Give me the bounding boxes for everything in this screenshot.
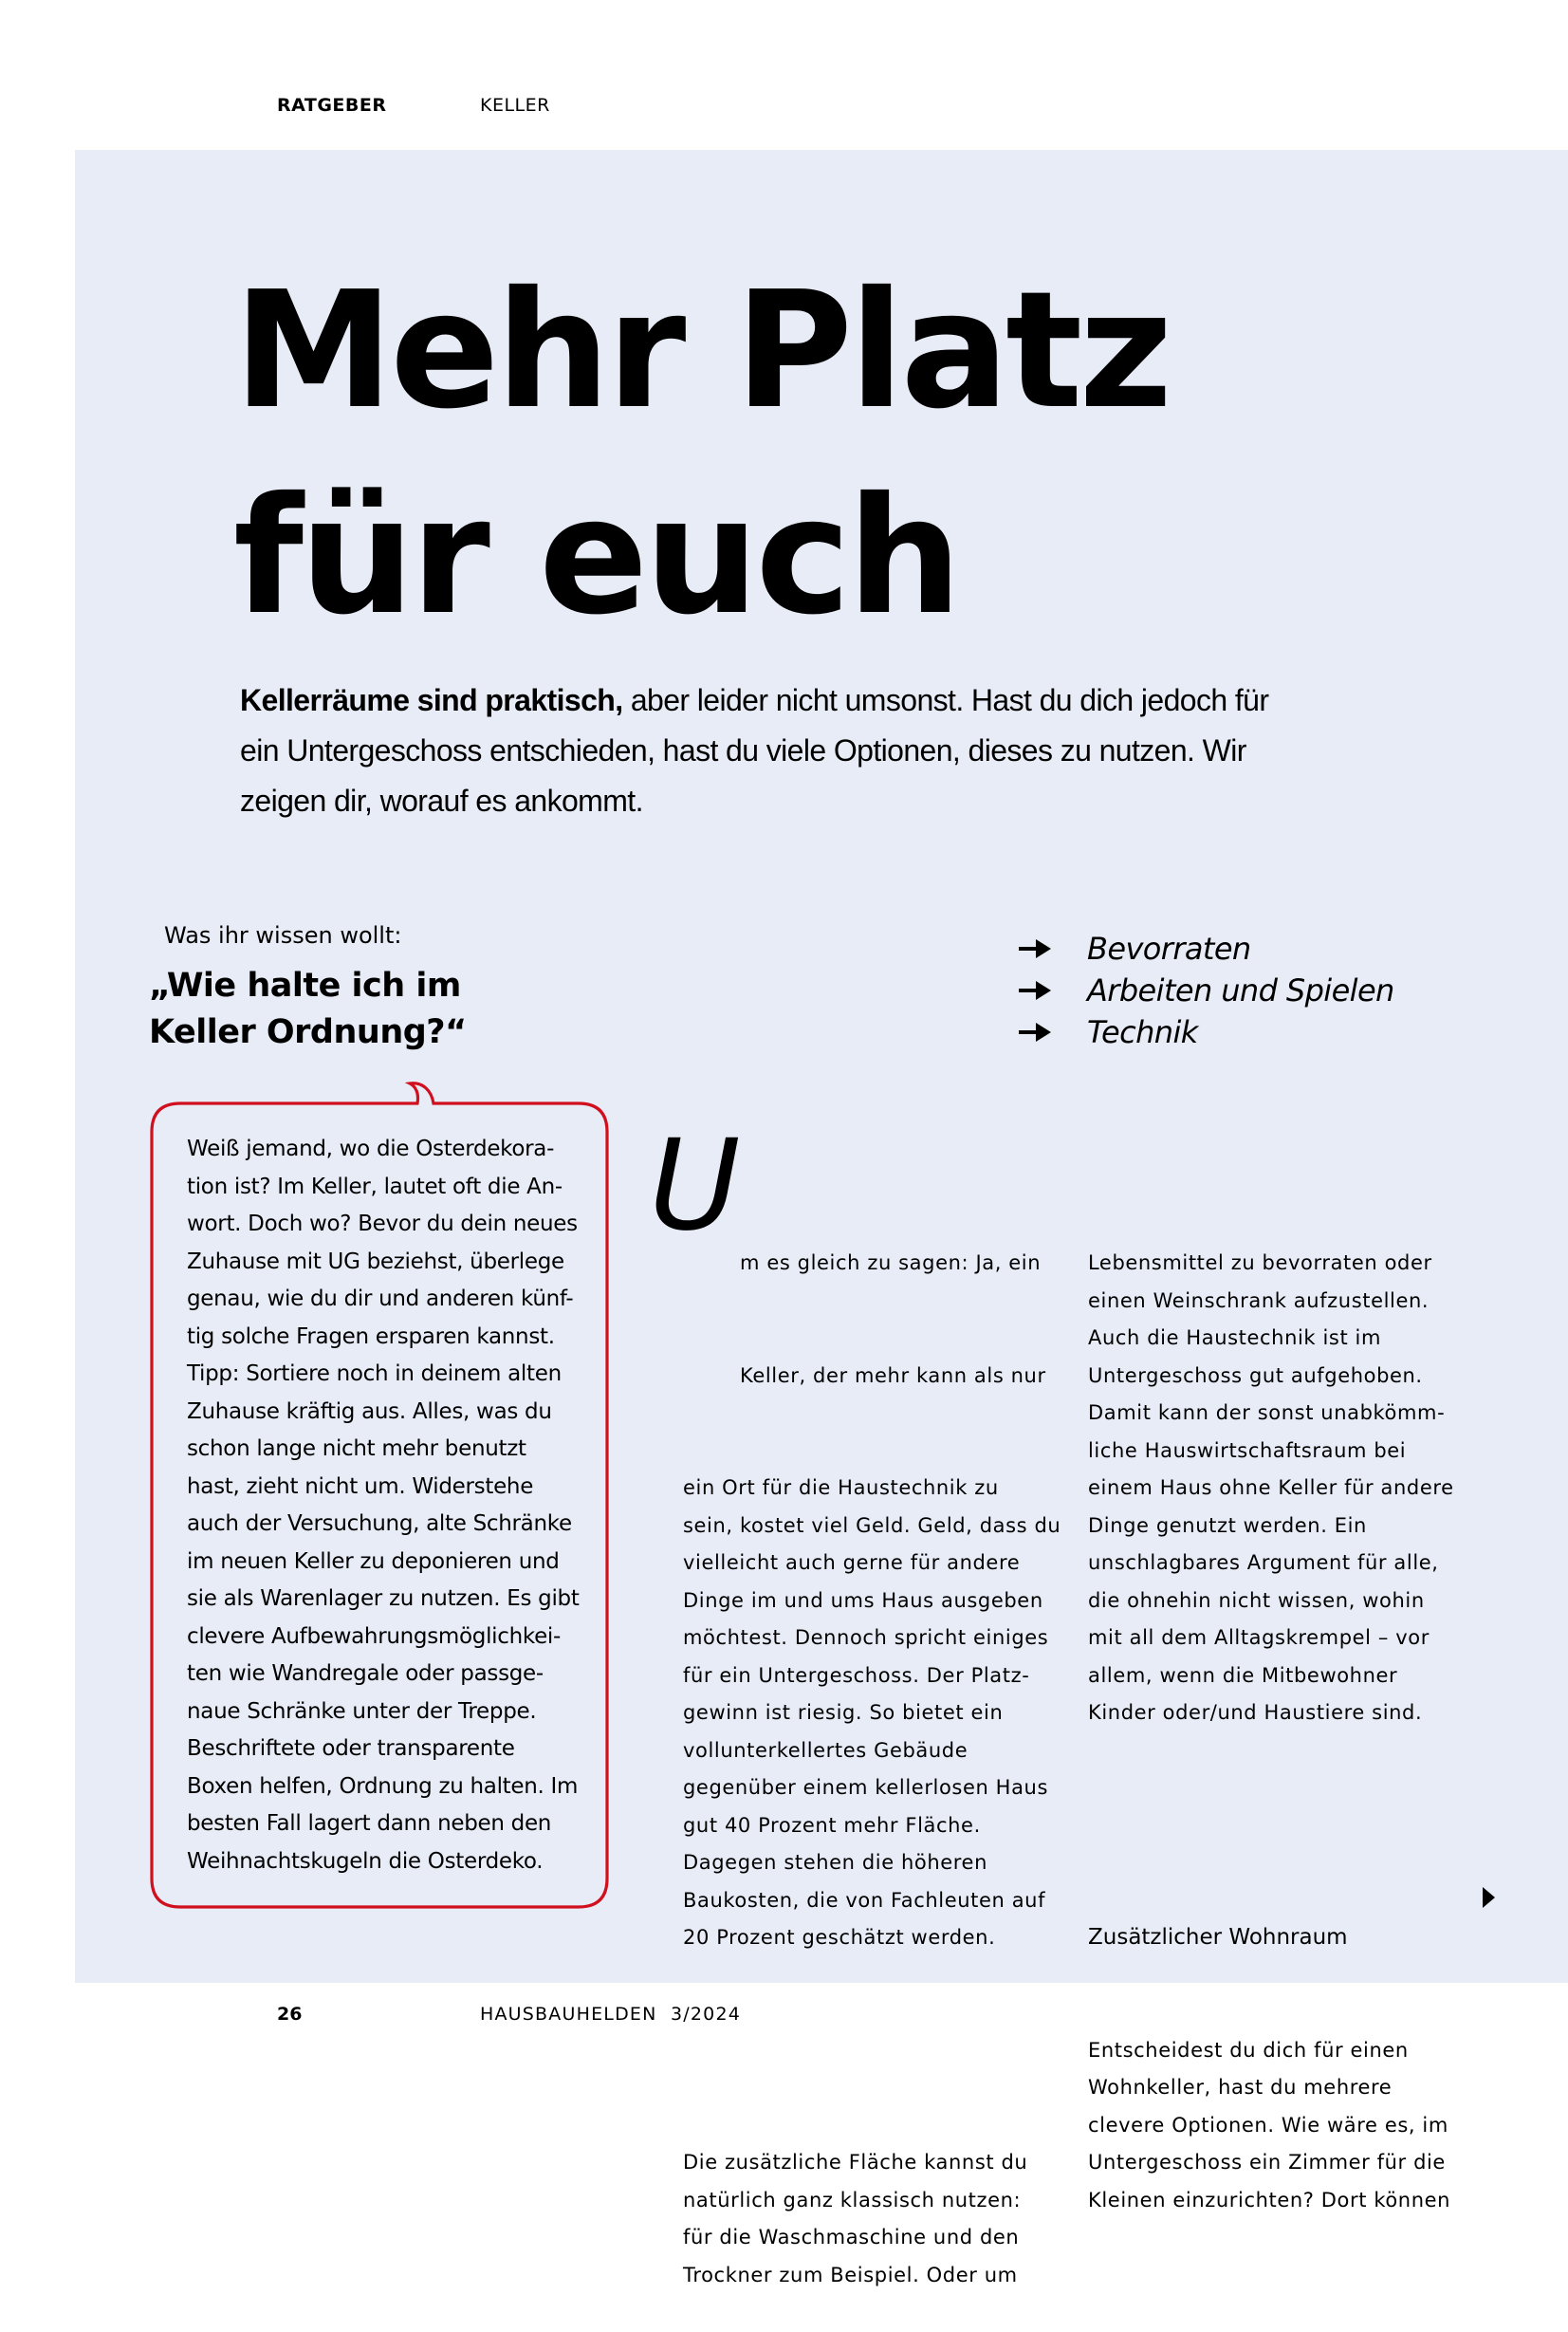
page-title (233, 249, 1169, 660)
question-line-1: „Wie halte ich im (149, 967, 461, 1005)
intro-text: aber leider nicht umsonst. Hast du dich jedoch für ein Untergeschoss entschieden, hast du viele Optionen, dieses zu nutzen. Wir zeigen dir, worauf es ankommt. (240, 683, 1269, 818)
topic-label: KELLER (480, 95, 550, 116)
intro-paragraph (240, 676, 1283, 826)
arrow-right-icon (1019, 937, 1051, 960)
page-number: 26 (277, 2004, 303, 2025)
article-column-2 (683, 1170, 1081, 2332)
topic-label: Technik (1087, 1014, 1198, 1050)
article-column-3 (1088, 1170, 1486, 2257)
triangle-right-icon (1483, 1887, 1496, 1908)
arrow-right-icon (1019, 979, 1051, 1002)
question-line-2: Keller Ordnung?“ (149, 1013, 467, 1051)
magazine-issue: HAUSBAUHELDEN 3/2024 (480, 2004, 742, 2025)
topic-label: Arbeiten und Spielen (1087, 972, 1394, 1009)
title-line-1: Mehr Platz (233, 257, 1170, 445)
arrow-right-icon (1019, 1021, 1051, 1044)
topic-item (1019, 1011, 1394, 1053)
title-line-2: für euch (233, 463, 959, 651)
article-second-line: Keller, der mehr kann als nur (740, 1363, 1046, 1387)
article-first-line: m es gleich zu sagen: Ja, ein (740, 1251, 1042, 1274)
topic-item (1019, 928, 1394, 970)
bubble-text: Weiß jemand, wo die Osterdekora- tion ist? Im Keller, lautet oft die An- wort. Doch wo? Bevor du dein neues Zuhause mit UG beziehst, überlege genau, wie du dir und anderen künf- tig solche Fragen ersparen kannst. Tipp: Sortiere noch in deinem alten Zuhause kräftig aus. Alles, was du schon lange nicht mehr benutzt hast, zieht nicht um. Widerstehe auch der Versuchung, alte Schränke im neuen Keller zu deponieren und sie als Warenlager zu nutzen. Es gibt clevere Aufbewahrungsmöglichkei- ten wie Wandregale oder passge- naue Schränke unter der Treppe. Beschriftete oder transparente Boxen helfen, Ordnung zu halten. Im besten Fall lagert dann neben den Weihnachtskugeln die Osterdeko. (187, 1137, 580, 1874)
question-label: Was ihr wissen wollt: (164, 922, 402, 949)
article-paragraph: Lebensmittel zu bevorraten oder einen Weinschrank aufzustellen. Auch die Haustechnik ist im Untergeschoss gut aufgehoben. Damit kann der sonst unabkömm- liche Hauswirtschaftsraum bei einem Haus ohne Keller für andere Dinge genutzt werden. Ein unschlagbares Argument für alle, die ohnehin nicht wissen, wohin mit all dem Alltagskrempel – vor allem, wenn die Mitbewohner Kinder oder/und Haustiere sind. (1088, 1251, 1454, 1724)
section-label: RATGEBER (277, 95, 387, 116)
intro-lead: Kellerräume sind praktisch, (240, 683, 623, 717)
article-subheading: Zusätzlicher Wohnraum (1088, 1925, 1348, 1950)
drop-cap: U (649, 1113, 741, 1259)
topic-label: Bevorraten (1087, 931, 1251, 967)
topic-list (1019, 928, 1394, 1053)
question-title (149, 963, 467, 1056)
paragraph-gap (1088, 1807, 1486, 1845)
topic-item (1019, 970, 1394, 1011)
article-paragraph: ein Ort für die Haustechnik zu sein, kostet viel Geld. Geld, dass du vielleicht auch gerne für andere Dinge im und ums Haus ausgeben möchtest. Dennoch spricht einiges für ein Untergeschoss. Der Platz- gewinn ist riesig. So bietet ein vollunterkellertes Gebäude gegenüber einem kellerlosen Haus gut 40 Prozent mehr Fläche. Dagegen stehen die höheren Baukosten, die von Fachleuten auf 20 Prozent geschätzt werden. (683, 1476, 1061, 1949)
article-paragraph: Die zusätzliche Fläche kannst du natürlich ganz klassisch nutzen: für die Waschmaschine und den Trockner zum Beispiel. Oder um (683, 2151, 1028, 2286)
paragraph-gap (683, 2032, 1081, 2070)
article-paragraph: Entscheidest du dich für einen Wohnkeller, hast du mehrere clevere Optionen. Wie wäre es, im Untergeschoss ein Zimmer für die Kleinen einzurichten? Dort können (1088, 2038, 1451, 2212)
